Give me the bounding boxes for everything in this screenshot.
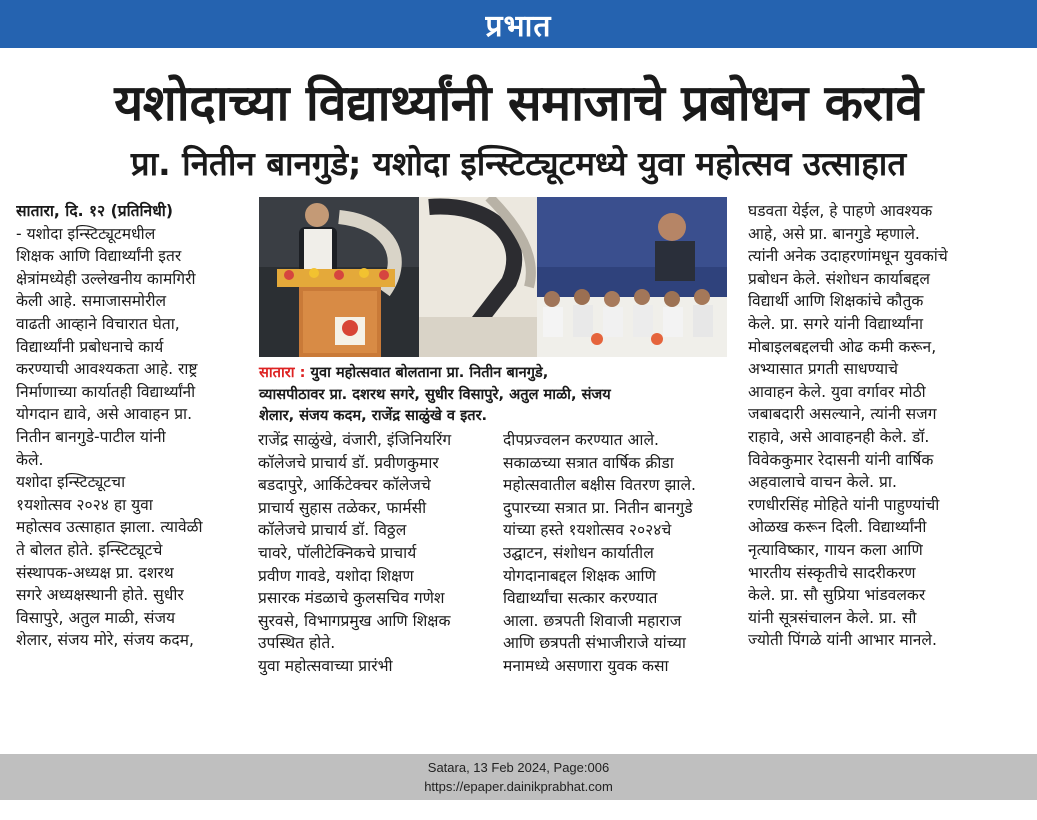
article-text-line: नितीन बानगुडे-पाटील यांनी bbox=[16, 427, 166, 446]
article-text-line: केली आहे. समाजासमोरील bbox=[16, 292, 167, 311]
article-text-line: अभ्यासात प्रगती साधण्याचे bbox=[748, 360, 899, 379]
article-headline: यशोदाच्या विद्यार्थ्यांनी समाजाचे प्रबोधन करावे bbox=[114, 74, 923, 132]
photo-backdrop-graphic bbox=[419, 197, 537, 357]
article-text-line: संस्थापक-अध्यक्ष प्रा. दशरथ bbox=[16, 563, 174, 582]
article-text-line: शेलार, संजय मोरे, संजय कदम, bbox=[16, 631, 194, 650]
article-text-line: योगदानाबद्दल शिक्षक आणि bbox=[503, 566, 656, 585]
dateline: सातारा, दि. १२ (प्रतिनिधी) bbox=[16, 202, 173, 220]
article-text-line: योगदान द्यावे, असे आवाहन प्रा. bbox=[16, 405, 193, 424]
publication-logo: प्रभात bbox=[485, 9, 552, 44]
edition-info: Satara, 13 Feb 2024, Page:006 bbox=[427, 760, 610, 775]
article-text-line: करण्याची आवश्यकता आहे. राष्ट्र bbox=[16, 360, 198, 379]
article-text-line: अहवालाचे वाचन केले. प्रा. bbox=[748, 473, 897, 492]
masthead bbox=[0, 0, 1037, 48]
caption-text: युवा महोत्सवात बोलताना प्रा. नितीन बानगुडे, bbox=[310, 364, 549, 381]
article-text-line: उद्घाटन, संशोधन कार्यातील bbox=[503, 543, 654, 562]
article-text-line: विद्यार्थ्यांनी प्रबोधनाचे कार्य bbox=[16, 337, 164, 356]
caption-line-1 bbox=[259, 362, 727, 384]
article-text-line: - यशोदा इन्स्टिट्यूटमधील bbox=[16, 224, 156, 243]
article-text-line: कॉलेजचे प्राचार्य डॉ. प्रवीणकुमार bbox=[258, 453, 439, 472]
article-text-line: कॉलेजचे प्राचार्य डॉ. विठ्ठल bbox=[258, 521, 407, 540]
article-text-line: ओळख करून दिली. विद्यार्थ्यांनी bbox=[748, 518, 927, 537]
epaper-url[interactable]: https://epaper.dainikprabhat.com bbox=[424, 779, 613, 794]
article-column-3 bbox=[503, 429, 729, 729]
article-text-line: विद्यार्थ्यांचा सत्कार करण्यात bbox=[503, 589, 658, 608]
article-text-line: राहावे, असे आवाहनही केले. डॉ. bbox=[748, 427, 930, 446]
article-text-line: प्राचार्य सुहास तळेकर, फार्मसी bbox=[258, 498, 427, 517]
article-text-line: चावरे, पॉलीटेक्निकचे प्राचार्य bbox=[258, 543, 417, 562]
page-footer bbox=[0, 754, 1037, 800]
article-text-line: महोत्सव उत्साहात झाला. त्यावेळी bbox=[16, 518, 203, 537]
article-text-line: विद्यार्थी आणि शिक्षकांचे कौतुक bbox=[748, 292, 924, 311]
photo-caption bbox=[259, 362, 727, 427]
photo-speaker-at-podium bbox=[259, 197, 419, 357]
article-column-2 bbox=[258, 429, 484, 729]
article-text-line: बडदापुरे, आर्किटेक्चर कॉलेजचे bbox=[258, 476, 431, 495]
article-text-line: आणि छत्रपती संभाजीराजे यांच्या bbox=[503, 634, 686, 653]
article-text-line: आला. छत्रपती शिवाजी महाराज bbox=[503, 611, 682, 630]
article-text-line: दुपारच्या सत्रात प्रा. नितीन बानगुडे bbox=[503, 498, 693, 517]
article-text-line: दीपप्रज्वलन करण्यात आले. bbox=[503, 431, 659, 449]
article-text-line: प्रबोधन केले. संशोधन कार्याबद्दल bbox=[748, 269, 930, 288]
article-text-line: शिक्षक आणि विद्यार्थ्यांनी इतर bbox=[16, 247, 182, 266]
article-text-line: मनामध्ये असणारा युवक कसा bbox=[503, 656, 669, 675]
article-text-line: विसापुरे, अतुल माळी, संजय bbox=[16, 608, 176, 627]
article-text-line: महोत्सवातील बक्षीस वितरण झाले. bbox=[503, 476, 696, 495]
article-text-line: निर्माणाच्या कार्यातही विद्यार्थ्यांनी bbox=[16, 382, 196, 401]
article-column-1 bbox=[16, 200, 238, 730]
article-text-line: ज्योती पिंगळे यांनी आभार मानले. bbox=[748, 631, 937, 650]
article-text-line: विवेककुमार रेदासनी यांनी वार्षिक bbox=[748, 450, 934, 469]
article-text-line: युवा महोत्सवाच्या प्रारंभी bbox=[258, 656, 393, 675]
caption-line-2: व्यासपीठावर प्रा. दशरथ सगरे, सुधीर विसापुरे, अतुल माळी, संजय bbox=[259, 385, 611, 403]
article-text-line: आवाहन केले. युवा वर्गावर मोठी bbox=[748, 382, 926, 401]
article-text-line: सकाळच्या सत्रात वार्षिक क्रीडा bbox=[503, 453, 674, 472]
article-text-line: मोबाइलबद्दलची ओढ कमी करून, bbox=[748, 337, 937, 356]
event-photo bbox=[259, 197, 727, 357]
article-text-line: राजेंद्र साळुंखे, वंजारी, इंजिनियरिंग bbox=[258, 431, 452, 449]
article-text-line: वाढती आव्हाने विचारात घेता, bbox=[16, 314, 180, 333]
article-text-line: प्रवीण गावडे, यशोदा शिक्षण bbox=[258, 566, 414, 585]
article-text-line: नृत्याविष्कार, गायन कला आणि bbox=[748, 540, 923, 559]
article-text-line: सगरे अध्यक्षस्थानी होते. सुधीर bbox=[16, 586, 184, 605]
article-text-line: जबाबदारी असल्याने, त्यांनी सजग bbox=[748, 405, 937, 424]
article-text-line: आहे, असे प्रा. बानगुडे म्हणाले. bbox=[748, 224, 920, 243]
article-text-line: यांच्या हस्ते १यशोत्सव २०२४चे bbox=[503, 521, 672, 540]
article-text-line: केले. bbox=[16, 450, 44, 469]
article-subheadline: प्रा. नितीन बानगुडे; यशोदा इन्स्टिट्यूटमध्ये युवा महोत्सव उत्साहात bbox=[130, 144, 907, 183]
article-text-line: भारतीय संस्कृतीचे सादरीकरण bbox=[748, 563, 916, 582]
article-text-line: यशोदा इन्स्टिट्यूटचा bbox=[16, 473, 126, 492]
article-text-line: घडवता येईल, हे पाहणे आवश्यक bbox=[748, 202, 933, 220]
article-text-line: ते बोलत होते. इन्स्टिट्यूटचे bbox=[16, 540, 163, 559]
article-text-line: यांनी सूत्रसंचालन केले. प्रा. सौ bbox=[748, 608, 917, 627]
article-text-line: उपस्थित होते. bbox=[258, 634, 336, 653]
article-text-line: सुरवसे, विभागप्रमुख आणि शिक्षक bbox=[258, 611, 451, 630]
caption-place: सातारा : bbox=[259, 364, 306, 381]
article-text-line: त्यांनी अनेक उदाहरणांमधून युवकांचे bbox=[748, 247, 948, 266]
article-column-4 bbox=[748, 200, 974, 730]
article-text-line: केले. प्रा. सगरे यांनी विद्यार्थ्यांना bbox=[748, 314, 924, 333]
photo-stage-dignitaries bbox=[537, 197, 727, 357]
article-text-line: रणधीरसिंह मोहिते यांनी पाहुण्यांची bbox=[748, 495, 940, 514]
article-text-line: प्रसारक मंडळाचे कुलसचिव गणेश bbox=[258, 589, 445, 608]
article-text-line: केले. प्रा. सौ सुप्रिया भांडवलकर bbox=[748, 586, 926, 605]
caption-line-3: शेलार, संजय कदम, राजेंद्र साळुंखे व इतर. bbox=[259, 407, 488, 424]
article-text-line: क्षेत्रांमध्येही उल्लेखनीय कामगिरी bbox=[16, 269, 196, 288]
article-text-line: १यशोत्सव २०२४ हा युवा bbox=[16, 495, 153, 514]
